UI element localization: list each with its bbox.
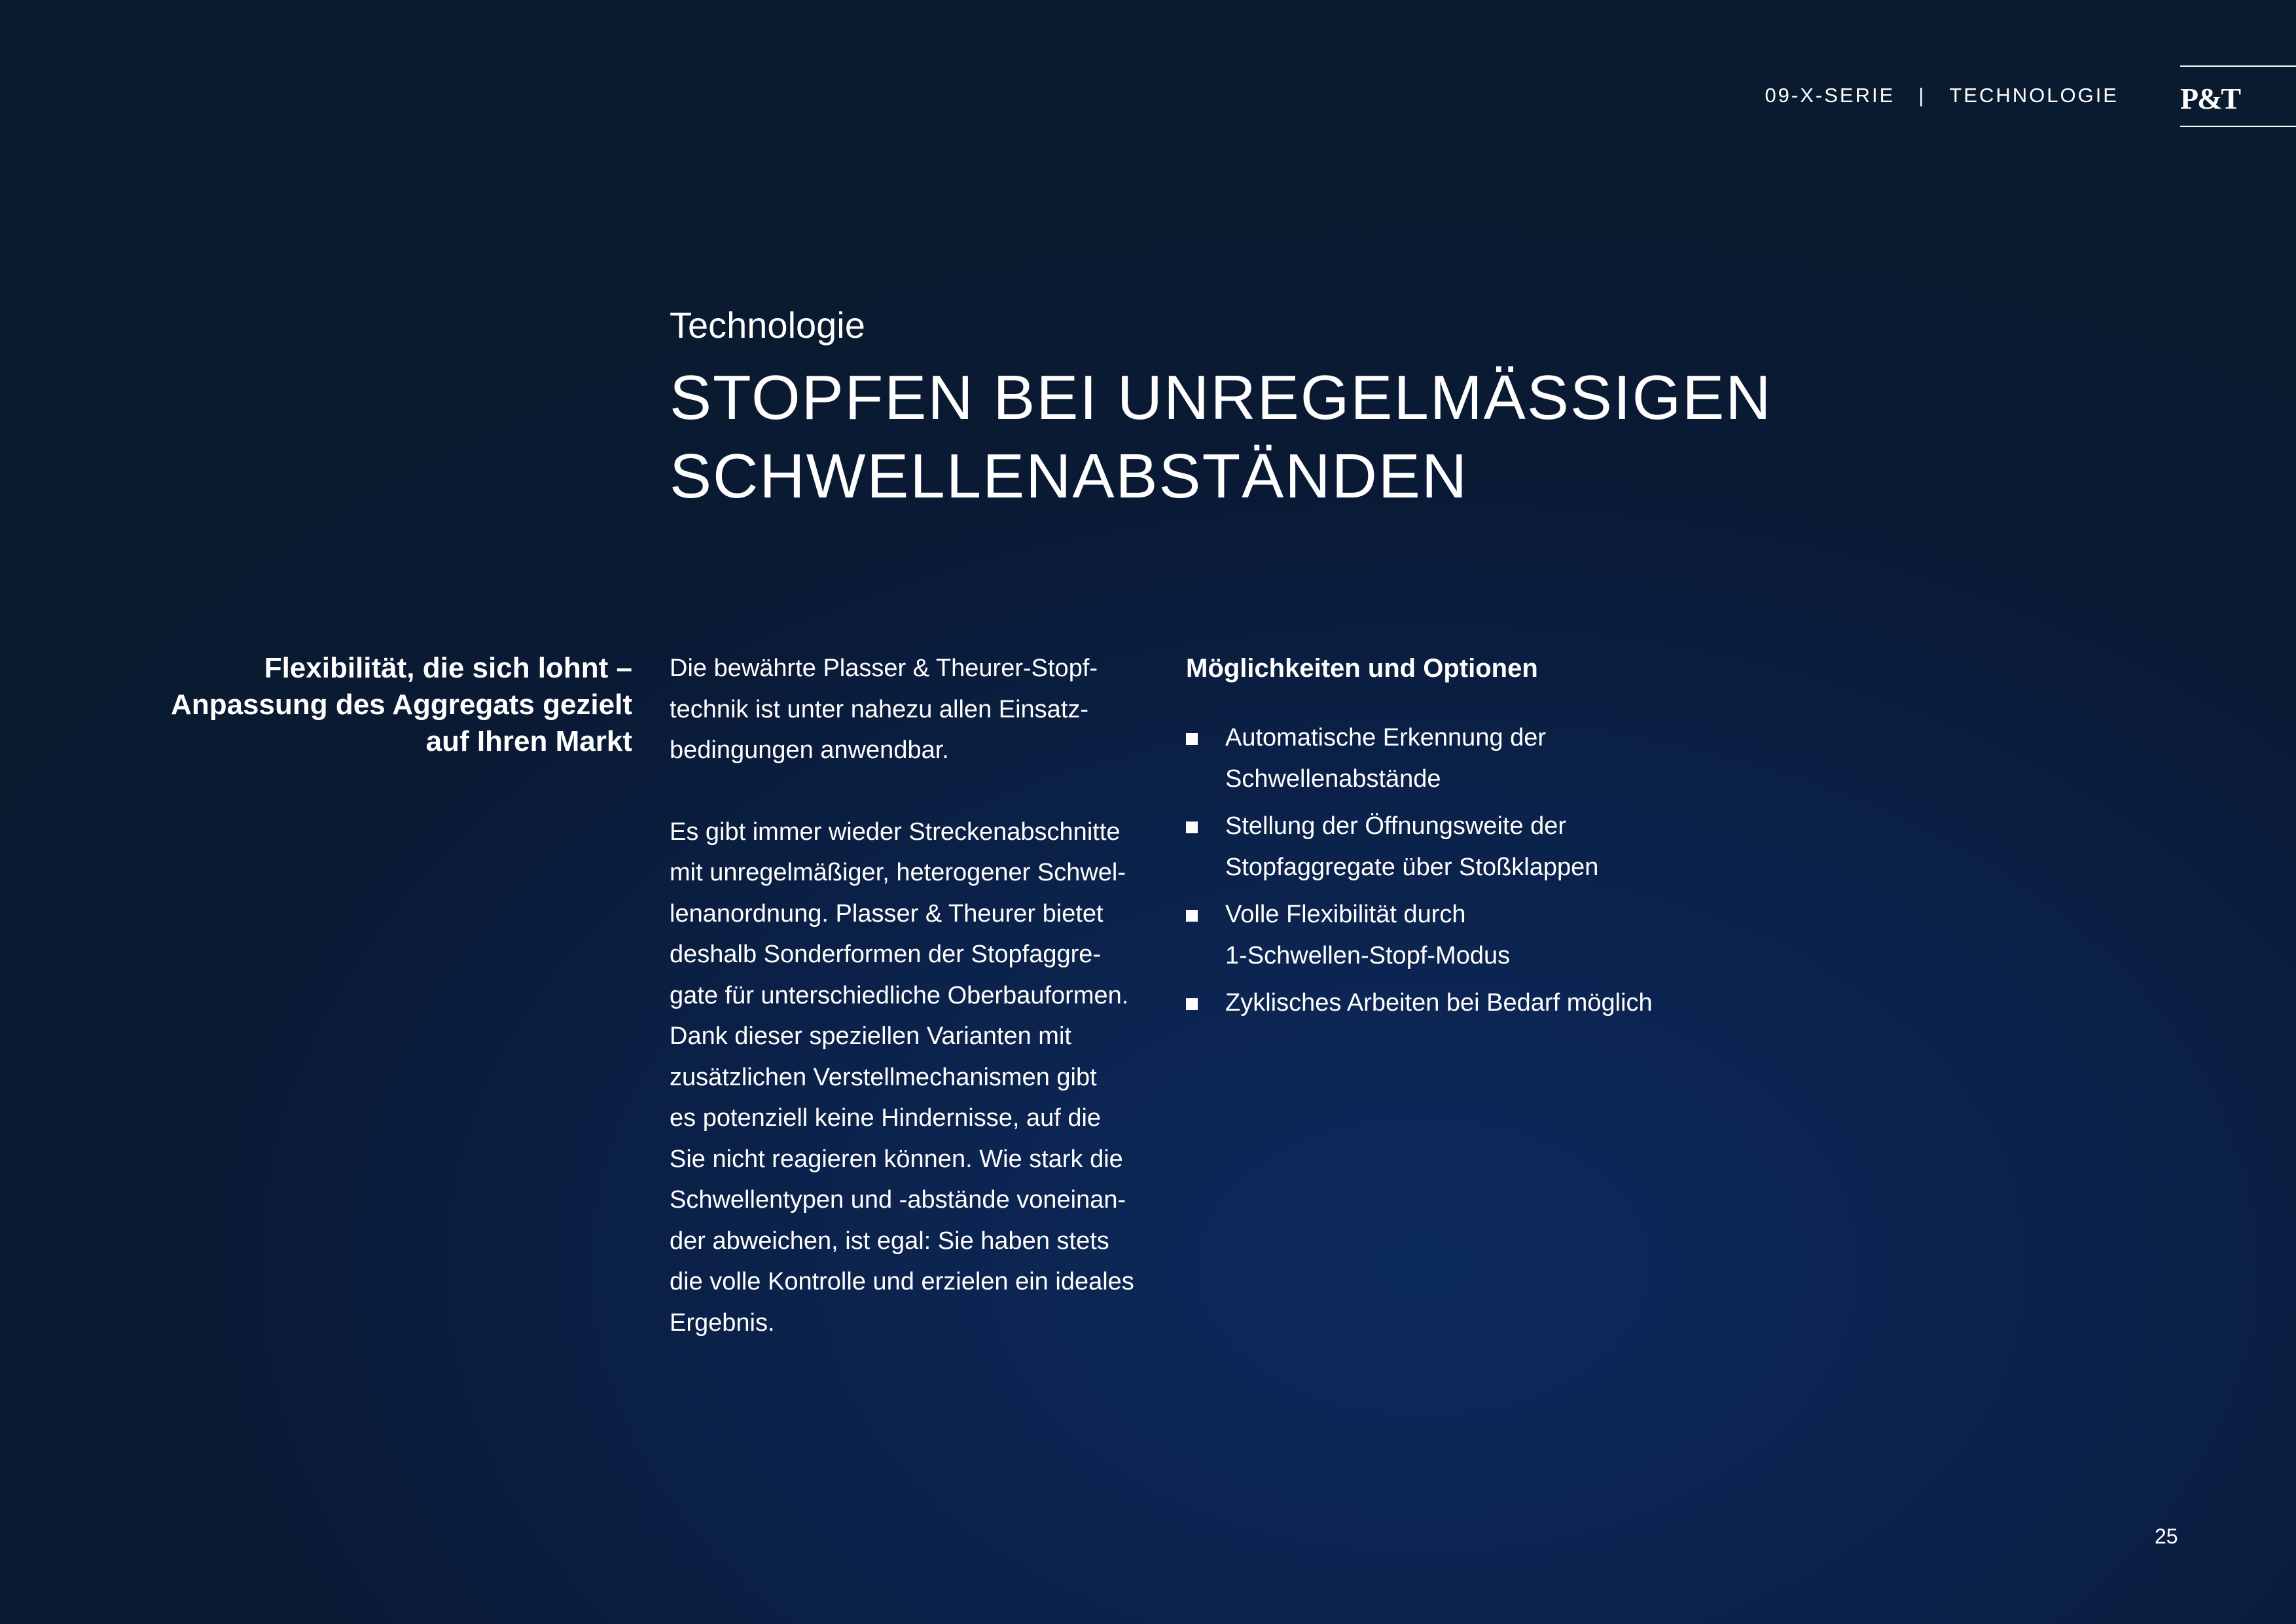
- running-head: [1765, 84, 2149, 107]
- header-separator: |: [1918, 84, 1926, 107]
- text-line: Automatische Erkennung der: [1225, 724, 1547, 751]
- section-label: TECHNOLOGIE: [1949, 84, 2119, 107]
- text-line: Dank dieser speziellen Varianten mit: [670, 1022, 1071, 1050]
- body-text: [670, 648, 1167, 1343]
- section-kicker: Technologie: [670, 304, 865, 346]
- text-line: bedingungen anwendbar.: [670, 736, 949, 764]
- title-line: STOPFEN BEI UNREGELMÄSSIGEN: [670, 363, 1772, 433]
- text-line: 1-Schwellen-Stopf-Modus: [1225, 941, 1511, 969]
- square-bullet-icon: [1186, 998, 1198, 1010]
- text-line: Die bewährte Plasser & Theurer-Stopf-: [670, 655, 1098, 682]
- list-item: [1186, 894, 1775, 976]
- text-line: Schwellenabstände: [1225, 765, 1441, 793]
- sidenote-line: Flexibilität, die sich lohnt –: [264, 652, 632, 684]
- sidenote: [105, 650, 632, 760]
- page-number: 25: [2155, 1525, 2178, 1548]
- list-item: [1186, 806, 1775, 888]
- text-line: Stopfaggregate über Stoßklappen: [1225, 853, 1599, 881]
- brand-logo: P&T: [2180, 82, 2240, 115]
- sidenote-line: auf Ihren Markt: [425, 725, 632, 757]
- text-line: technik ist unter nahezu allen Einsatz-: [670, 695, 1089, 723]
- square-bullet-icon: [1186, 910, 1198, 922]
- text-line: gate für unterschiedliche Oberbauformen.: [670, 981, 1129, 1009]
- body-paragraph: [670, 812, 1167, 1344]
- options-section: [1186, 648, 1775, 1030]
- sidenote-line: Anpassung des Aggregats gezielt: [171, 689, 632, 721]
- text-line: Ergebnis.: [670, 1308, 775, 1337]
- title-line: SCHWELLENABSTÄNDEN: [670, 441, 1469, 511]
- list-item: [1186, 717, 1775, 799]
- text-line: die volle Kontrolle und erzielen ein ideales: [670, 1268, 1134, 1295]
- text-line: Stellung der Öffnungsweite der: [1225, 812, 1567, 840]
- text-line: zusätzlichen Verstellmechanismen gibt: [670, 1063, 1097, 1091]
- options-list: [1186, 717, 1775, 1024]
- options-heading: Möglichkeiten und Optionen: [1186, 654, 1538, 683]
- text-line: Schwellentypen und -abstände voneinan-: [670, 1186, 1126, 1214]
- brand-logo-frame: [2180, 65, 2296, 127]
- series-label: 09-X-SERIE: [1765, 84, 1895, 107]
- text-line: es potenziell keine Hindernisse, auf die: [670, 1104, 1102, 1132]
- page-title: [670, 359, 1913, 516]
- square-bullet-icon: [1186, 821, 1198, 833]
- text-line: der abweichen, ist egal: Sie haben stets: [670, 1227, 1109, 1255]
- list-item: [1186, 983, 1775, 1024]
- text-line: mit unregelmäßiger, heterogener Schwel-: [670, 859, 1126, 886]
- square-bullet-icon: [1186, 733, 1198, 745]
- text-line: lenanordnung. Plasser & Theurer bietet: [670, 899, 1103, 928]
- text-line: Zyklisches Arbeiten bei Bedarf möglich: [1225, 989, 1653, 1017]
- text-line: Sie nicht reagieren können. Wie stark die: [670, 1145, 1123, 1173]
- text-line: deshalb Sonderformen der Stopfaggre-: [670, 941, 1102, 968]
- body-paragraph: [670, 648, 1167, 771]
- text-line: Volle Flexibilität durch: [1225, 901, 1466, 928]
- text-line: Es gibt immer wieder Streckenabschnitte: [670, 818, 1121, 846]
